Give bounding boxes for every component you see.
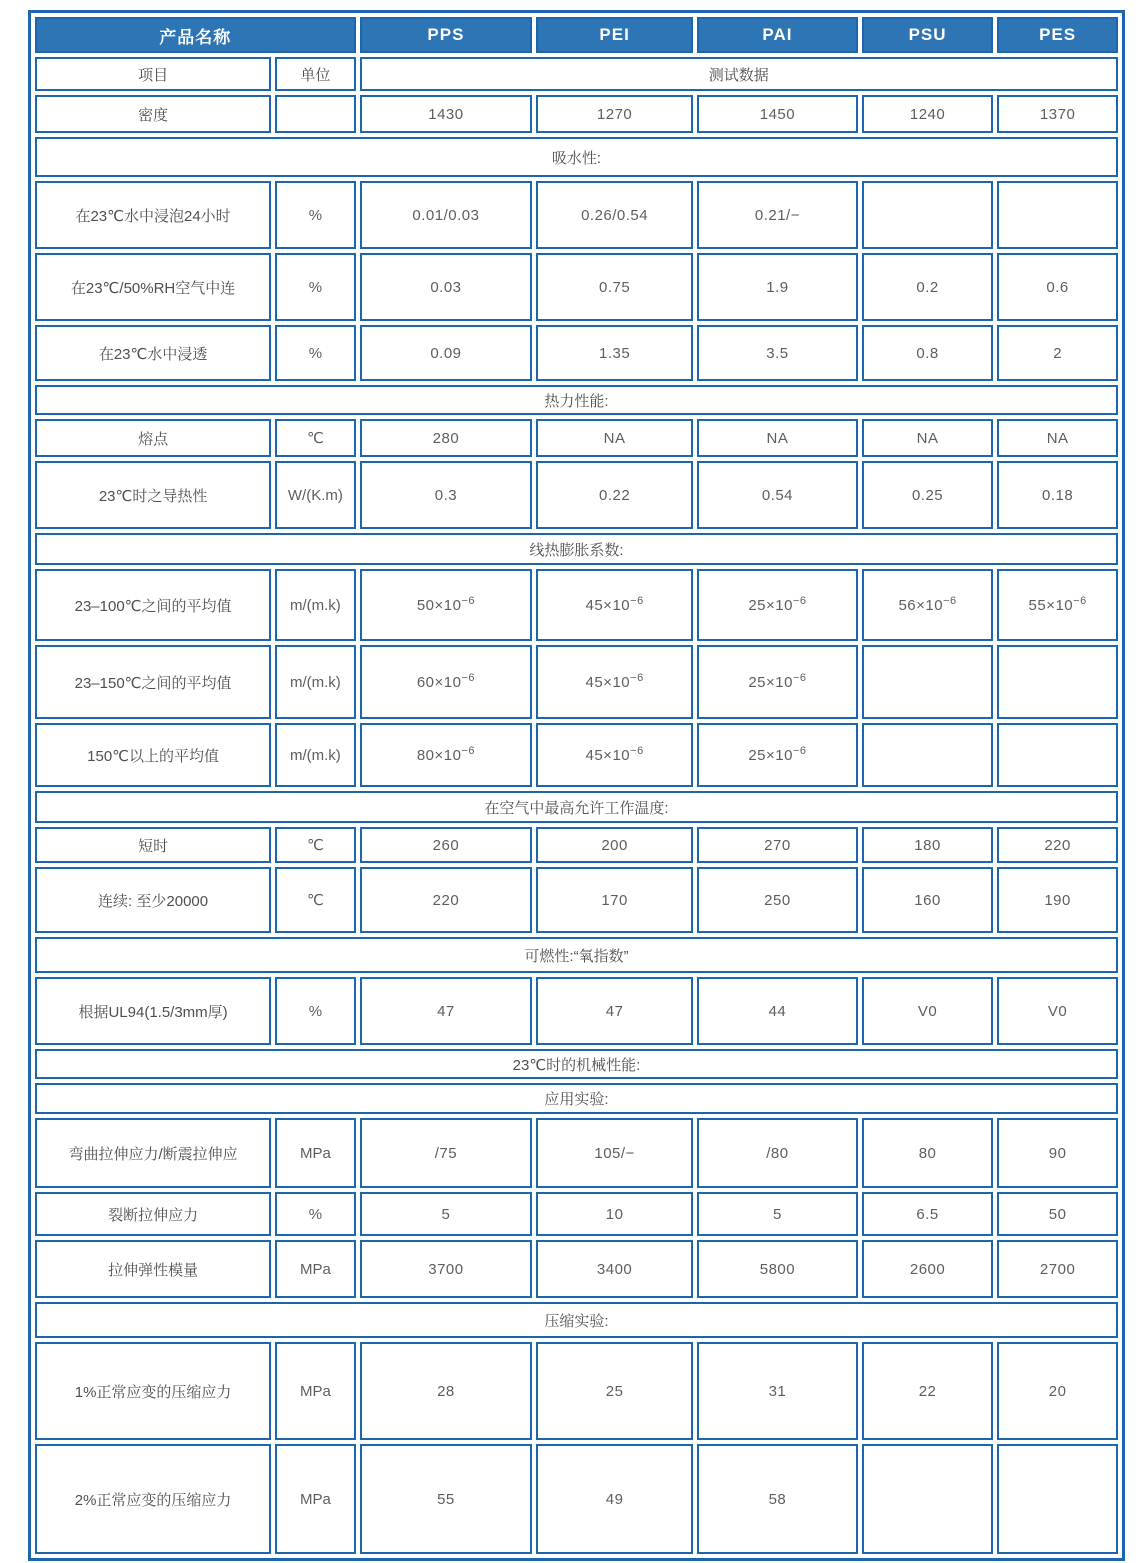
section-row: [35, 1049, 1118, 1079]
value-cell: 0.26/0.54: [536, 181, 693, 249]
table-row: [35, 1342, 1118, 1440]
section-header: 23℃时的机械性能:: [35, 1049, 1118, 1079]
value-cell: 2700: [997, 1240, 1118, 1298]
item-column-header: 项目: [35, 57, 271, 91]
value-cell: [997, 181, 1118, 249]
unit-cell: %: [275, 181, 355, 249]
value-cell: 0.6: [997, 253, 1118, 321]
value-cell: V0: [862, 977, 993, 1045]
row-label: 熔点: [35, 419, 271, 457]
value-cell: 220: [360, 867, 533, 933]
value-cell: 270: [697, 827, 858, 863]
table-row: [35, 569, 1118, 641]
value-cell: 28: [360, 1342, 533, 1440]
value-cell: 1450: [697, 95, 858, 133]
unit-cell: MPa: [275, 1342, 355, 1440]
value-cell: 5800: [697, 1240, 858, 1298]
unit-cell: %: [275, 1192, 355, 1236]
value-cell: 190: [997, 867, 1118, 933]
row-label: 在23℃/50%RH空气中连: [35, 253, 271, 321]
value-cell: 47: [360, 977, 533, 1045]
value-cell: [997, 723, 1118, 787]
row-label: 弯曲拉伸应力/断震拉伸应: [35, 1118, 271, 1188]
product-column-header-pai: PAI: [697, 17, 858, 53]
spec-table: [28, 10, 1125, 1561]
value-cell: $45\times 10^{-6}$: [536, 569, 693, 641]
unit-cell: [275, 95, 355, 133]
value-cell: 2600: [862, 1240, 993, 1298]
table-row: [35, 1444, 1118, 1554]
value-cell: NA: [997, 419, 1118, 457]
unit-cell: %: [275, 325, 355, 381]
value-cell: 58: [697, 1444, 858, 1554]
value-cell: 1430: [360, 95, 533, 133]
value-cell: 0.25: [862, 461, 993, 529]
value-cell: 55: [360, 1444, 533, 1554]
value-cell: 105/−: [536, 1118, 693, 1188]
value-cell: $55\times 10^{-6}$: [997, 569, 1118, 641]
value-cell: $45\times 10^{-6}$: [536, 645, 693, 719]
value-cell: NA: [536, 419, 693, 457]
value-cell: 0.75: [536, 253, 693, 321]
unit-cell: MPa: [275, 1240, 355, 1298]
value-cell: 280: [360, 419, 533, 457]
value-cell: 180: [862, 827, 993, 863]
section-row: [35, 385, 1118, 415]
value-cell: 90: [997, 1118, 1118, 1188]
value-cell: 0.01/0.03: [360, 181, 533, 249]
row-label: 根据UL94(1.5/3mm厚): [35, 977, 271, 1045]
value-cell: 0.18: [997, 461, 1118, 529]
section-row: [35, 791, 1118, 823]
unit-cell: %: [275, 977, 355, 1045]
value-cell: 47: [536, 977, 693, 1045]
value-cell: 0.8: [862, 325, 993, 381]
table-row: [35, 181, 1118, 249]
section-header: 热力性能:: [35, 385, 1118, 415]
row-label: 密度: [35, 95, 271, 133]
row-label: 在23℃水中浸透: [35, 325, 271, 381]
unit-cell: m/(m.k): [275, 569, 355, 641]
value-cell: 22: [862, 1342, 993, 1440]
unit-cell: ℃: [275, 867, 355, 933]
value-cell: 20: [997, 1342, 1118, 1440]
value-cell: $56\times 10^{-6}$: [862, 569, 993, 641]
test-data-header: 测试数据: [360, 57, 1118, 91]
table-row: [35, 977, 1118, 1045]
unit-cell: m/(m.k): [275, 645, 355, 719]
row-label: 裂断拉伸应力: [35, 1192, 271, 1236]
table-row: [35, 325, 1118, 381]
value-cell: $25\times 10^{-6}$: [697, 569, 858, 641]
section-header: 吸水性:: [35, 137, 1118, 177]
value-cell: [862, 181, 993, 249]
value-cell: $45\times 10^{-6}$: [536, 723, 693, 787]
value-cell: 1370: [997, 95, 1118, 133]
value-cell: [862, 723, 993, 787]
value-cell: 5: [697, 1192, 858, 1236]
unit-cell: MPa: [275, 1444, 355, 1554]
table-row: [35, 645, 1118, 719]
section-header: 压缩实验:: [35, 1302, 1118, 1338]
table-subheader-row: [35, 57, 1118, 91]
spec-table-body: [35, 17, 1118, 1554]
product-column-header-pps: PPS: [360, 17, 533, 53]
value-cell: 0.03: [360, 253, 533, 321]
row-label: 在23℃水中浸泡24小时: [35, 181, 271, 249]
value-cell: 44: [697, 977, 858, 1045]
section-row: [35, 1083, 1118, 1114]
unit-cell: m/(m.k): [275, 723, 355, 787]
value-cell: 1.9: [697, 253, 858, 321]
section-row: [35, 937, 1118, 973]
value-cell: 220: [997, 827, 1118, 863]
unit-cell: ℃: [275, 827, 355, 863]
section-header: 在空气中最高允许工作温度:: [35, 791, 1118, 823]
table-row: [35, 827, 1118, 863]
table-row: [35, 95, 1118, 133]
value-cell: 260: [360, 827, 533, 863]
value-cell: $80\times 10^{-6}$: [360, 723, 533, 787]
value-cell: 1.35: [536, 325, 693, 381]
section-row: [35, 533, 1118, 565]
section-row: [35, 137, 1118, 177]
table-row: [35, 461, 1118, 529]
row-label: 连续: 至少20000: [35, 867, 271, 933]
value-cell: /75: [360, 1118, 533, 1188]
value-cell: $25\times 10^{-6}$: [697, 645, 858, 719]
value-cell: 0.21/−: [697, 181, 858, 249]
value-cell: 0.54: [697, 461, 858, 529]
table-row: [35, 1240, 1118, 1298]
row-label: 拉伸弹性模量: [35, 1240, 271, 1298]
value-cell: 25: [536, 1342, 693, 1440]
value-cell: /80: [697, 1118, 858, 1188]
table-row: [35, 1192, 1118, 1236]
value-cell: 10: [536, 1192, 693, 1236]
value-cell: [997, 645, 1118, 719]
unit-cell: W/(K.m): [275, 461, 355, 529]
value-cell: [862, 645, 993, 719]
section-header: 可燃性:“氧指数”: [35, 937, 1118, 973]
table-row: [35, 253, 1118, 321]
value-cell: 5: [360, 1192, 533, 1236]
section-header: 线热膨胀系数:: [35, 533, 1118, 565]
value-cell: 1270: [536, 95, 693, 133]
table-row: [35, 419, 1118, 457]
product-column-header-psu: PSU: [862, 17, 993, 53]
value-cell: 3700: [360, 1240, 533, 1298]
section-row: [35, 1302, 1118, 1338]
value-cell: 1240: [862, 95, 993, 133]
spec-sheet-page: [0, 10, 1148, 1563]
value-cell: 160: [862, 867, 993, 933]
value-cell: 3.5: [697, 325, 858, 381]
value-cell: NA: [862, 419, 993, 457]
table-row: [35, 867, 1118, 933]
row-label: 23–150℃之间的平均值: [35, 645, 271, 719]
unit-cell: MPa: [275, 1118, 355, 1188]
table-row: [35, 1118, 1118, 1188]
table-header-row: [35, 17, 1118, 53]
section-header: 应用实验:: [35, 1083, 1118, 1114]
value-cell: [862, 1444, 993, 1554]
value-cell: [997, 1444, 1118, 1554]
value-cell: 49: [536, 1444, 693, 1554]
value-cell: 0.22: [536, 461, 693, 529]
table-row: [35, 723, 1118, 787]
row-label: 2%正常应变的压缩应力: [35, 1444, 271, 1554]
unit-cell: ℃: [275, 419, 355, 457]
row-label: 150℃以上的平均值: [35, 723, 271, 787]
product-column-header-pei: PEI: [536, 17, 693, 53]
product-column-header-pes: PES: [997, 17, 1118, 53]
row-label: 短时: [35, 827, 271, 863]
row-label: 23℃时之导热性: [35, 461, 271, 529]
row-label: 23–100℃之间的平均值: [35, 569, 271, 641]
product-name-header: 产品名称: [35, 17, 356, 53]
value-cell: 250: [697, 867, 858, 933]
value-cell: NA: [697, 419, 858, 457]
value-cell: 0.09: [360, 325, 533, 381]
value-cell: 50: [997, 1192, 1118, 1236]
value-cell: 0.3: [360, 461, 533, 529]
unit-column-header: 单位: [275, 57, 355, 91]
value-cell: 200: [536, 827, 693, 863]
value-cell: 3400: [536, 1240, 693, 1298]
value-cell: 6.5: [862, 1192, 993, 1236]
row-label: 1%正常应变的压缩应力: [35, 1342, 271, 1440]
value-cell: 31: [697, 1342, 858, 1440]
value-cell: 0.2: [862, 253, 993, 321]
value-cell: 170: [536, 867, 693, 933]
value-cell: 2: [997, 325, 1118, 381]
value-cell: 80: [862, 1118, 993, 1188]
value-cell: $25\times 10^{-6}$: [697, 723, 858, 787]
unit-cell: %: [275, 253, 355, 321]
value-cell: $60\times 10^{-6}$: [360, 645, 533, 719]
value-cell: V0: [997, 977, 1118, 1045]
value-cell: $50\times 10^{-6}$: [360, 569, 533, 641]
